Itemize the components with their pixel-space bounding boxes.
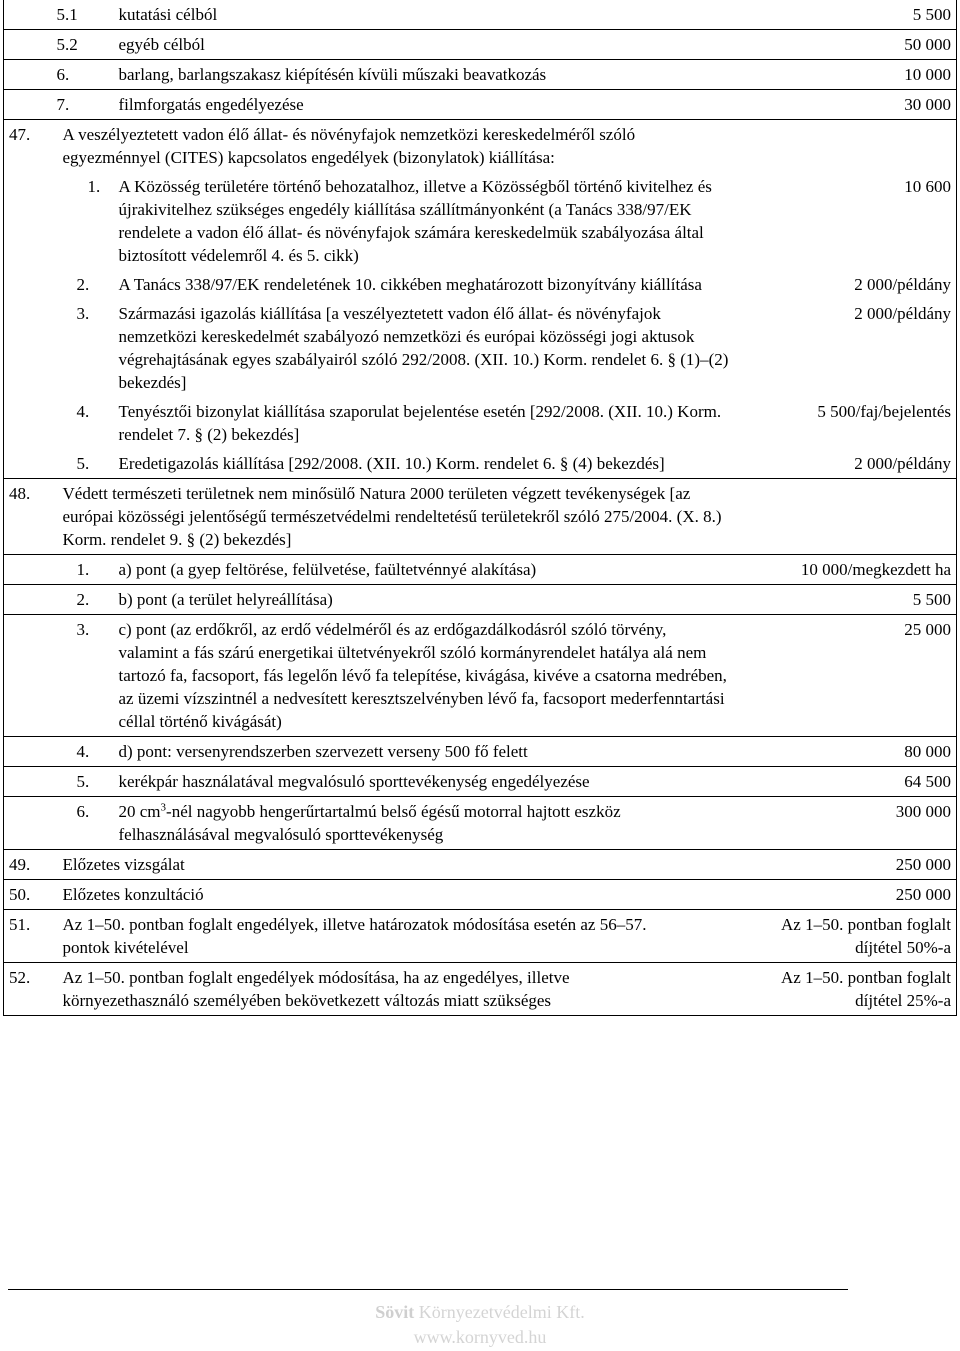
table-row bbox=[4, 299, 957, 397]
row-fee: Az 1–50. pontban foglalt díjtétel 50%-a bbox=[734, 910, 957, 963]
row-number: 50. bbox=[4, 880, 52, 910]
row-text: a) pont (a gyep feltörése, felülvetése, faültetvénnyé alakítása) bbox=[114, 555, 734, 585]
row-number: 7. bbox=[52, 90, 114, 120]
row-text: A Tanács 338/97/EK rendeletének 10. cikkében meghatározott bizonyítvány kiállítása bbox=[118, 275, 702, 294]
row-text: Tenyésztői bizonylat kiállítása szaporulat bejelentése esetén [292/2008. (XII. 10.) Korm. rendelet 7. § (2) bekezdés] bbox=[118, 402, 722, 444]
row-text: kerékpár használatával megvalósuló sporttevékenység engedélyezése bbox=[114, 767, 734, 797]
row-fee: 250 000 bbox=[734, 850, 957, 880]
footer-divider bbox=[8, 1289, 848, 1290]
row-fee: 5 500 bbox=[734, 585, 957, 615]
table-row bbox=[4, 555, 957, 585]
row-number: 2. bbox=[52, 585, 114, 615]
row-text: b) pont (a terület helyreállítása) bbox=[114, 585, 734, 615]
row-text: Védett természeti területnek nem minősülő Natura 2000 területen végzett tevékenységek [az európai közösségi jelentőségű természetvédelmi rendeltetésű területekről szóló 275/2004. (X. 8.) Korm. rendelet 9. § (2) bekezdés] bbox=[52, 479, 734, 555]
table-row bbox=[4, 120, 957, 173]
row-fee: 25 000 bbox=[734, 615, 957, 737]
row-fee: 250 000 bbox=[734, 880, 957, 910]
row-fee: Az 1–50. pontban foglalt díjtétel 25%-a bbox=[734, 963, 957, 1016]
table-row bbox=[4, 963, 957, 1016]
row-number: 48. bbox=[4, 479, 52, 555]
table-row bbox=[4, 479, 957, 555]
row-number: 1. bbox=[87, 177, 101, 196]
fee-table bbox=[3, 0, 957, 1016]
table-row bbox=[4, 615, 957, 737]
row-text: kutatási célból bbox=[118, 5, 218, 24]
row-fee: 30 000 bbox=[734, 90, 957, 120]
row-fee: 5 500/faj/bejelentés bbox=[734, 397, 957, 449]
table-row bbox=[4, 270, 957, 299]
row-number: 4. bbox=[52, 737, 114, 767]
table-row bbox=[4, 449, 957, 479]
table-row bbox=[4, 850, 957, 880]
table-row bbox=[4, 585, 957, 615]
table-row bbox=[4, 172, 957, 270]
row-text: filmforgatás engedélyezése bbox=[114, 90, 734, 120]
table-row bbox=[4, 767, 957, 797]
row-number: 5.1 bbox=[56, 5, 78, 24]
row-fee: 50 000 bbox=[734, 30, 957, 60]
table-row bbox=[4, 90, 957, 120]
row-fee: 2 000/példány bbox=[734, 270, 957, 299]
row-number: 3. bbox=[52, 615, 114, 737]
row-number: 4. bbox=[76, 402, 90, 421]
row-fee: 10 600 bbox=[734, 172, 957, 270]
table-row bbox=[4, 797, 957, 850]
row-text: Az 1–50. pontban foglalt engedélyek, illetve határozatok módosítása esetén az 56–57. pontok kivételével bbox=[52, 910, 734, 963]
row-fee: 10 000 bbox=[734, 60, 957, 90]
watermark-url: www.kornyved.hu bbox=[413, 1327, 547, 1347]
table-row bbox=[4, 880, 957, 910]
row-number: 52. bbox=[4, 963, 52, 1016]
row-text: c) pont (az erdőkről, az erdő védelméről és az erdőgazdálkodásról szóló törvény, valamint a fás szárú energetikai ültetvényekről szóló kormányrendelet hatálya alá nem tartozó fa, facsoport, fás legelőn lévő fa telepítése, kivágása, kivéve a csatorna medrében, az üzemi vízszintnél a nedvesített keresztszelvényben lévő fa, facsoport mederfenntartási céllal történő kivágását) bbox=[114, 615, 734, 737]
row-number: 5. bbox=[52, 767, 114, 797]
row-fee: 5 500 bbox=[734, 0, 957, 30]
row-number: 5.2 bbox=[52, 30, 114, 60]
row-number: 5. bbox=[76, 454, 90, 473]
table-row bbox=[4, 30, 957, 60]
row-text: Előzetes konzultáció bbox=[52, 880, 734, 910]
table-row bbox=[4, 397, 957, 449]
row-text: egyéb célból bbox=[114, 30, 734, 60]
row-fee: 2 000/példány bbox=[734, 299, 957, 397]
row-fee: 300 000 bbox=[734, 797, 957, 850]
row-number: 6. bbox=[52, 60, 114, 90]
row-text: Származási igazolás kiállítása [a veszélyeztetett vadon élő állat- és növényfajok nemzetközi kereskedelmét szabályozó nemzetközi és európai közösségi jogi aktusok végrehajtásának egyes szabályairól szóló 292/2008. (XII. 10.) Korm. rendelet 6. § (1)–(2) bekezdés] bbox=[118, 304, 729, 392]
watermark-company: Sövit Környezetvédelmi Kft. bbox=[375, 1302, 585, 1322]
row-text: 20 $cm^3$-nél nagyobb hengerűrtartalmú belső égésű motorral hajtott eszköz felhasználásával megvalósuló sporttevékenység bbox=[114, 797, 734, 850]
row-text: d) pont: versenyrendszerben szervezett verseny 500 fő felett bbox=[114, 737, 734, 767]
row-text: Előzetes vizsgálat bbox=[52, 850, 734, 880]
table-row bbox=[4, 0, 957, 30]
row-number: 6. bbox=[52, 797, 114, 850]
row-number: 3. bbox=[76, 304, 90, 323]
table-row bbox=[4, 60, 957, 90]
row-text: A Közösség területére történő behozatalhoz, illetve a Közösségből történő kivitelhez és újrakivitelhez szükséges engedély kiállítása szállítmányonként (a Tanács 338/97/EK rendelete a vadon élő állat- és növényfajok számára kereskedelmük szabályozása által biztosított védelemről 4. és 5. cikk) bbox=[118, 177, 712, 265]
row-number: 1. bbox=[52, 555, 114, 585]
row-fee: 64 500 bbox=[734, 767, 957, 797]
row-text: Eredetigazolás kiállítása [292/2008. (XII. 10.) Korm. rendelet 6. § (4) bekezdés] bbox=[118, 454, 665, 473]
table-row bbox=[4, 737, 957, 767]
table-row bbox=[4, 910, 957, 963]
row-number: 47. bbox=[4, 120, 52, 173]
row-text: barlang, barlangszakasz kiépítésén kívüli műszaki beavatkozás bbox=[114, 60, 734, 90]
row-text: A veszélyeztetett vadon élő állat- és növényfajok nemzetközi kereskedelméről szóló egyezménnyel (CITES) kapcsolatos engedélyek (bizonylatok) kiállítása: bbox=[52, 120, 734, 173]
row-fee: 10 000/megkezdett ha bbox=[734, 555, 957, 585]
row-number: 51. bbox=[4, 910, 52, 963]
row-text: Az 1–50. pontban foglalt engedélyek módosítása, ha az engedélyes, illetve környezethasználó személyében bekövetkezett változás miatt szükséges bbox=[52, 963, 734, 1016]
row-fee: 80 000 bbox=[734, 737, 957, 767]
row-number: 2. bbox=[76, 275, 90, 294]
row-fee: 2 000/példány bbox=[734, 449, 957, 479]
row-number: 49. bbox=[4, 850, 52, 880]
